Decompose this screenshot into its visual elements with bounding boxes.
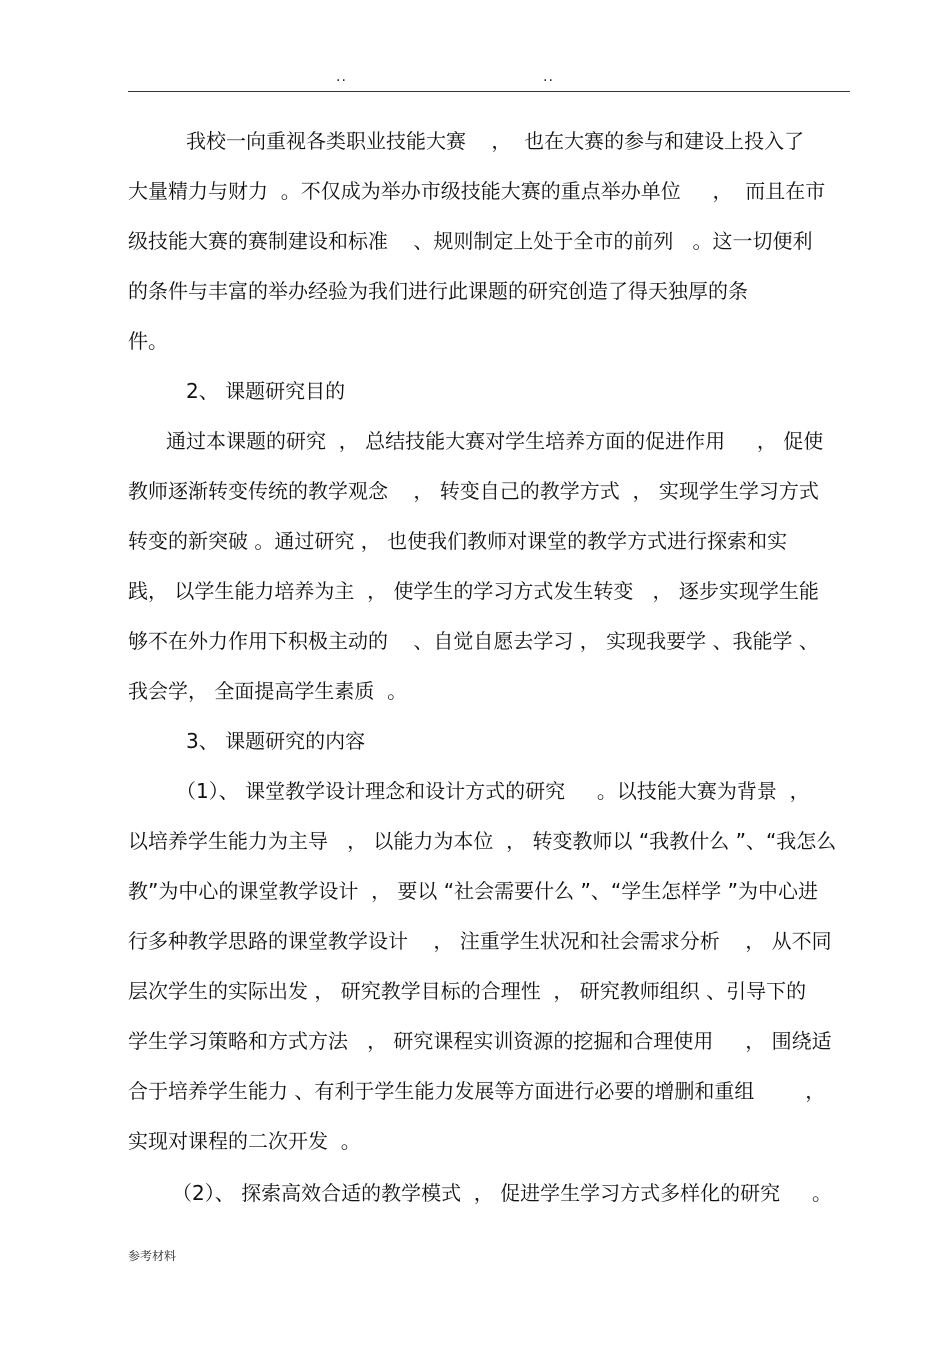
paragraph-line: 层次学生的实际出发 ， 研究教学目标的合理性 ， 研究教师组织 、引导下的 — [128, 979, 807, 1003]
paragraph-line: 够不在外力作用下积极主动的 、自觉自愿去学习 ， 实现我要学 、我能学 、 — [128, 629, 819, 653]
paragraph-line: 教师逐渐转变传统的教学观念 ， 转变自己的教学方式 ， 实现学生学习方式 — [128, 479, 819, 503]
header-mark-left: .. — [336, 69, 347, 85]
section-heading: 3、 课题研究的内容 — [186, 729, 366, 753]
paragraph-line: 实现对课程的二次开发 。 — [128, 1129, 361, 1153]
header-mark-right: .. — [543, 69, 554, 85]
paragraph-line: 行多种教学思路的课堂教学设计 ， 注重学生状况和社会需求分析 ， 从不同 — [128, 929, 832, 953]
paragraph-line: 合于培养学生能力 、有利于学生能力发展等方面进行必要的增删和重组 ， — [128, 1079, 826, 1103]
paragraph-line: 我会学， 全面提高学生素质 。 — [128, 679, 408, 703]
paragraph-line: 大量精力与财力 。不仅成为举办市级技能大赛的重点举办单位 ， 而且在市 — [128, 179, 826, 203]
paragraph-line: 通过本课题的研究 ， 总结技能大赛对学生培养方面的促进作用 ， 促使 — [166, 429, 824, 453]
paragraph-line: 件。 — [128, 329, 168, 353]
paragraph-line: 级技能大赛的赛制建设和标准 、规则制定上处于全市的前列 。这一切便利 — [128, 229, 813, 253]
paragraph-line: 的条件与丰富的举办经验为我们进行此课题的研究创造了得天独厚的条 — [128, 279, 748, 303]
section-heading: 2、 课题研究目的 — [186, 379, 346, 403]
paragraph-line: 转变的新突破 。通过研究 ， 也使我们教师对课堂的教学方式进行探索和实 — [128, 529, 788, 553]
header-rule — [128, 91, 850, 92]
paragraph-line: 以培养学生能力为主导 ， 以能力为本位 ， 转变教师以 “我教什么 ”、“我怎么 — [128, 829, 837, 853]
paragraph-line: 教”为中心的课堂教学设计 ， 要以 “社会需要什么 ”、“学生怎样学 ”为中心进 — [128, 879, 818, 903]
paragraph-line: 学生学习策略和方式方法 ， 研究课程实训资源的挖掘和合理使用 ， 围绕适 — [128, 1029, 832, 1053]
paragraph-line: （1）、 课堂教学设计理念和设计方式的研究 。以技能大赛为背景 ， — [176, 779, 810, 803]
paragraph-line: 践， 以学生能力培养为主 ， 使学生的学习方式发生转变 ， 逐步实现学生能 — [128, 579, 819, 603]
paragraph-line: 我校一向重视各类职业技能大赛 ， 也在大赛的参与和建设上投入了 — [186, 129, 805, 153]
footer-label: 参考材料 — [128, 1249, 177, 1263]
paragraph-line: （2）、 探索高效合适的教学模式 ， 促进学生学习方式多样化的研究 。 — [172, 1181, 832, 1205]
